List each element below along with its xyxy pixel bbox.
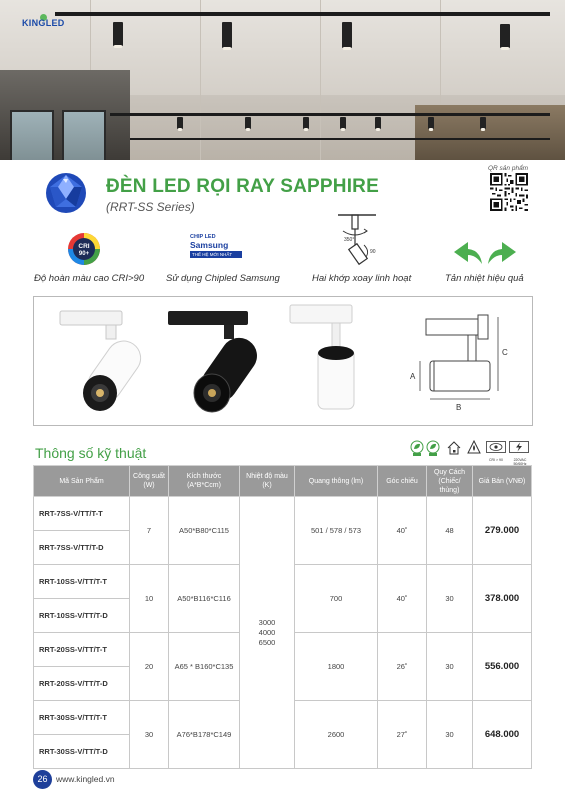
qr-code-icon[interactable] bbox=[490, 173, 528, 211]
track-spotlight bbox=[340, 117, 346, 129]
eco-leaf-icon bbox=[426, 440, 440, 456]
dimension-a-label: A bbox=[410, 372, 416, 381]
price-cell: 378.000 bbox=[473, 565, 532, 633]
feature-label-heat: Tản nhiệt hiệu quả bbox=[445, 273, 524, 284]
dimension-b-label: B bbox=[456, 403, 462, 412]
spec-section-title: Thông số kỹ thuật bbox=[35, 445, 147, 461]
spec-table bbox=[33, 465, 532, 769]
color-temp-value: 6500 bbox=[258, 637, 276, 647]
model-code: RRT-30SS-V/TT/T-D bbox=[34, 735, 130, 769]
size-cell: A50*B116*C116 bbox=[169, 565, 240, 633]
track-rail bbox=[130, 138, 550, 140]
rotation-joint-icon bbox=[334, 211, 380, 267]
white-track-light-image bbox=[54, 305, 166, 417]
svg-text:CRI: CRI bbox=[78, 243, 90, 250]
samsung-chip-icon bbox=[190, 234, 242, 264]
pack-cell: 48 bbox=[427, 497, 473, 565]
track-spotlight bbox=[342, 22, 352, 48]
fire-safety-icon bbox=[467, 440, 481, 456]
samsung-text: Samsung bbox=[190, 240, 229, 250]
ceiling-panel-line bbox=[320, 0, 321, 160]
model-code: RRT-7SS-V/TT/T-D bbox=[34, 531, 130, 565]
feature-label-cri: Độ hoàn màu cao CRI>90 bbox=[34, 273, 145, 284]
voltage-icon bbox=[509, 440, 531, 466]
track-spotlight bbox=[222, 22, 232, 48]
heat-dissipation-arrows-icon bbox=[452, 238, 518, 268]
track-rail bbox=[55, 12, 550, 16]
brand-logo: KINGLED bbox=[22, 18, 65, 28]
dimension-drawing bbox=[406, 309, 516, 413]
eye-icon bbox=[486, 441, 506, 453]
voltage-text: 220VAC 50/60Hz bbox=[513, 458, 527, 466]
header-luminous-flux: Quang thông (lm) bbox=[295, 466, 378, 497]
flux-cell: 1800 bbox=[295, 633, 378, 701]
power-cell: 30 bbox=[130, 701, 169, 769]
angle-cell: 26˚ bbox=[378, 633, 427, 701]
hero-photo bbox=[0, 0, 565, 160]
header-size: Kích thước (A*B*Ccm) bbox=[169, 466, 240, 497]
price-cell: 648.000 bbox=[473, 701, 532, 769]
flux-cell: 700 bbox=[295, 565, 378, 633]
website-link[interactable]: www.kingled.vn bbox=[56, 774, 115, 784]
size-cell: A76*B178*C149 bbox=[169, 701, 240, 769]
sapphire-gem-icon bbox=[44, 171, 88, 215]
track-rail bbox=[110, 113, 550, 116]
angle-cell: 40˚ bbox=[378, 497, 427, 565]
track-spotlight bbox=[177, 117, 183, 129]
page-number: 26 bbox=[33, 770, 52, 789]
color-temp-cell bbox=[240, 497, 295, 769]
pack-cell: 30 bbox=[427, 565, 473, 633]
qr-label: QR sản phẩm bbox=[488, 165, 529, 172]
cri-badge-text: CRI > 90 bbox=[489, 458, 503, 462]
price-cell: 556.000 bbox=[473, 633, 532, 701]
header-model: Mã Sản Phẩm bbox=[34, 466, 130, 497]
model-code: RRT-7SS-V/TT/T-T bbox=[34, 497, 130, 531]
track-spotlight bbox=[245, 117, 251, 129]
model-code: RRT-20SS-V/TT/T-T bbox=[34, 633, 130, 667]
power-cell: 20 bbox=[130, 633, 169, 701]
angle-90-text: 90 bbox=[370, 249, 376, 255]
dimension-c-label: C bbox=[502, 348, 508, 357]
svg-text:90+: 90+ bbox=[78, 251, 90, 257]
table-header-row bbox=[34, 466, 532, 497]
size-cell: A50*B80*C115 bbox=[169, 497, 240, 565]
power-cell: 10 bbox=[130, 565, 169, 633]
lightning-icon bbox=[509, 441, 529, 453]
cri-badge-icon bbox=[67, 232, 101, 266]
vertical-white-track-light-image bbox=[284, 301, 384, 417]
price-cell: 279.000 bbox=[473, 497, 532, 565]
track-spotlight bbox=[303, 117, 309, 129]
flux-cell: 501 / 578 / 573 bbox=[295, 497, 378, 565]
color-temp-value: 3000 bbox=[258, 617, 276, 627]
product-image-box bbox=[33, 296, 533, 426]
track-spotlight bbox=[375, 117, 381, 129]
header-power: Công suất (W) bbox=[130, 466, 169, 497]
size-cell: A65 * B160*C135 bbox=[169, 633, 240, 701]
track-spotlight bbox=[113, 22, 123, 46]
chip-led-text: CHIP LED bbox=[190, 234, 216, 240]
window bbox=[62, 110, 106, 160]
model-code: RRT-10SS-V/TT/T-T bbox=[34, 565, 130, 599]
table-row bbox=[34, 497, 532, 531]
new-generation-text: THẾ HỆ MỚI NHẤT bbox=[190, 251, 242, 258]
header-packing: Quy Cách (Chiếc/ thùng) bbox=[427, 466, 473, 497]
indoor-house-icon bbox=[447, 440, 461, 456]
track-spotlight bbox=[500, 24, 510, 48]
model-code: RRT-10SS-V/TT/T-D bbox=[34, 599, 130, 633]
header-color-temp: Nhiệt độ màu (K) bbox=[240, 466, 295, 497]
power-cell: 7 bbox=[130, 497, 169, 565]
product-series: (RRT-SS Series) bbox=[106, 200, 195, 214]
angle-cell: 27˚ bbox=[378, 701, 427, 769]
angle-350-text: 350° bbox=[344, 237, 355, 243]
eco-leaf-icon bbox=[410, 440, 424, 456]
pack-cell: 30 bbox=[427, 701, 473, 769]
track-spotlight bbox=[428, 117, 434, 129]
pack-cell: 30 bbox=[427, 633, 473, 701]
ceiling-panel-line bbox=[200, 0, 201, 160]
feature-label-rotation: Hai khớp xoay linh hoạt bbox=[312, 273, 412, 284]
flux-cell: 2600 bbox=[295, 701, 378, 769]
track-spotlight bbox=[480, 117, 486, 129]
black-track-light-image bbox=[162, 305, 280, 417]
model-code: RRT-30SS-V/TT/T-T bbox=[34, 701, 130, 735]
product-title: ĐÈN LED RỌI RAY SAPPHIRE bbox=[106, 176, 379, 197]
header-beam-angle: Góc chiếu bbox=[378, 466, 427, 497]
model-code: RRT-20SS-V/TT/T-D bbox=[34, 667, 130, 701]
angle-cell: 40˚ bbox=[378, 565, 427, 633]
window bbox=[10, 110, 54, 160]
eye-protection-icon bbox=[486, 440, 506, 460]
feature-label-samsung: Sử dụng Chipled Samsung bbox=[166, 273, 280, 284]
header-price: Giá Bán (VNĐ) bbox=[473, 466, 532, 497]
color-temp-value: 4000 bbox=[258, 627, 276, 637]
